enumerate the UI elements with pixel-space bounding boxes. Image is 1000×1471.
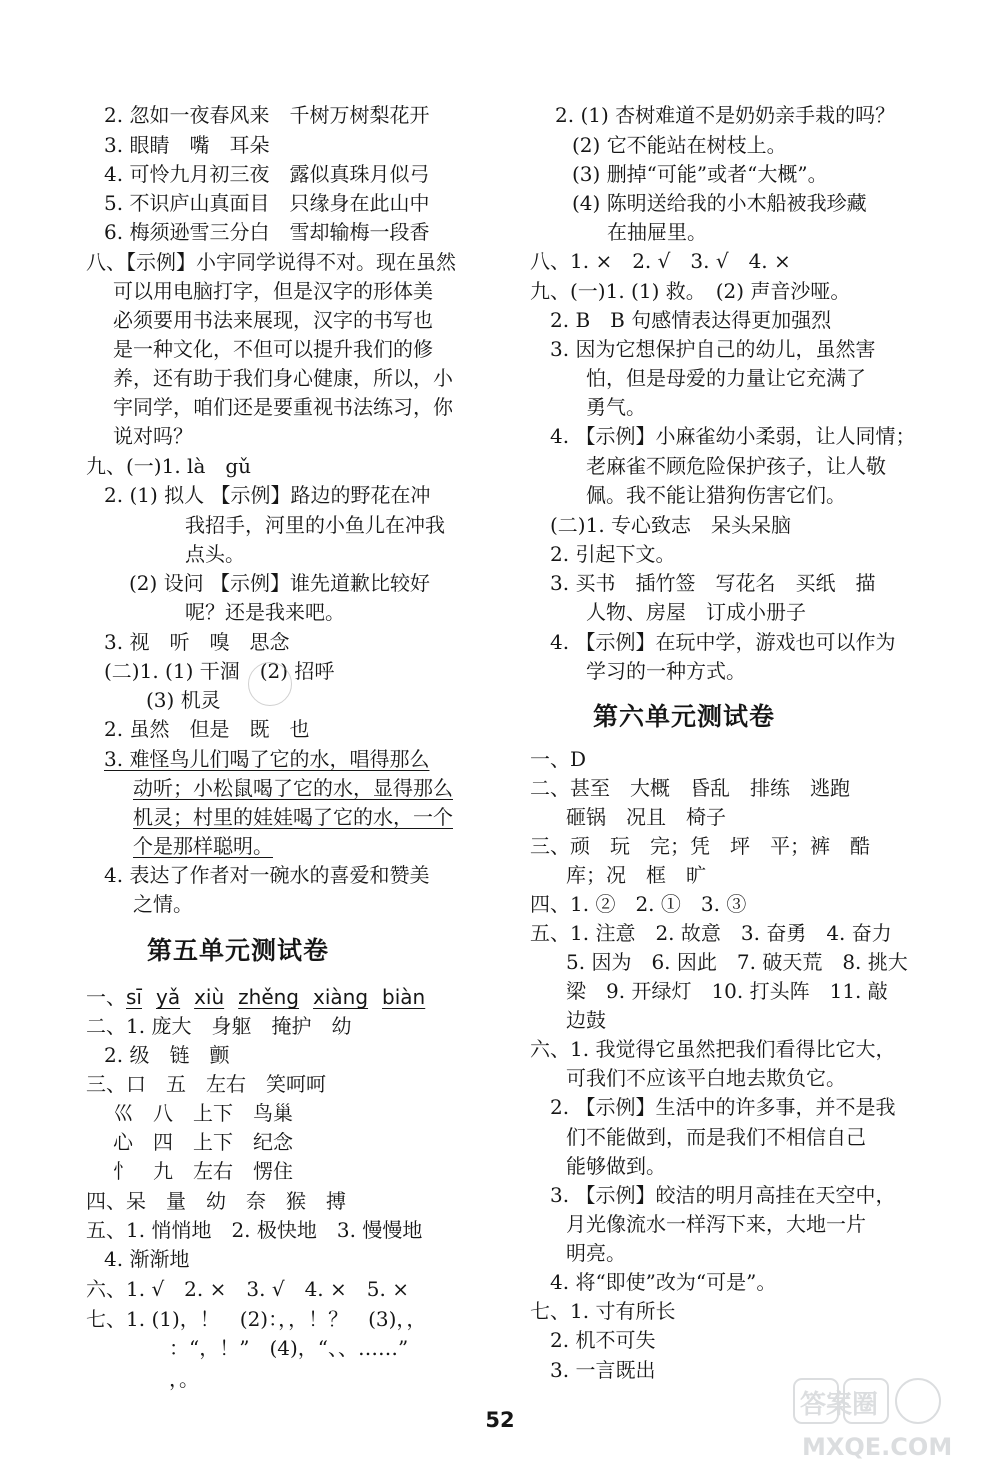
left-answer-line: 3. 难怪鸟儿们喝了它的水，唱得那么 <box>104 747 430 771</box>
left-answer-line: (2) 设问 【示例】谁先道歉比较好 <box>129 571 431 595</box>
left-answer-line: 八、【示例】小宇同学说得不对。现在虽然 <box>86 250 456 274</box>
left-answer-line: 忄 九 左右 愣住 <box>113 1159 293 1183</box>
right-answer-line: (4) 陈明送给我的小木船被我珍藏 <box>572 191 867 215</box>
right-answer-line: 3. 【示例】皎洁的明月高挂在天空中， <box>550 1183 896 1207</box>
left-answer-line: 机灵；村里的娃娃喝了它的水，一个 <box>133 805 453 829</box>
pinyin-answer: xiù <box>194 985 225 1009</box>
left-answer-line: 3. 眼睛 嘴 耳朵 <box>104 133 270 157</box>
left-answer-line: 巛 八 上下 鸟巢 <box>113 1101 293 1125</box>
right-answer-line: (2) 它不能站在树枝上。 <box>572 133 787 157</box>
pinyin-answer-row: 一、sī yǎ xiù zhěng xiàng biàn <box>86 985 426 1009</box>
right-answer-line: 九、(一)1. (1) 救。 (2) 声音沙哑。 <box>530 279 851 303</box>
left-answer-line: 4. 渐渐地 <box>104 1247 190 1271</box>
left-answer-line: 点头。 <box>185 542 245 566</box>
right-answer-line: 砸锅 况且 椅子 <box>566 805 726 829</box>
left-answer-line: 之情。 <box>133 892 193 916</box>
pinyin-answer: xiàng <box>313 985 369 1009</box>
right-answer-line: 怕，但是母爱的力量让它充满了 <box>586 366 866 390</box>
right-answer-line: 4. 【示例】在玩中学，游戏也可以作为 <box>550 630 896 654</box>
right-answer-line: 在抽屉里。 <box>607 220 707 244</box>
right-answer-line: 佩。我不能让猎狗伤害它们。 <box>586 483 846 507</box>
left-answer-line: 4. 可怜九月初三夜 露似真珠月似弓 <box>104 162 430 186</box>
right-answer-line: (二)1. 专心致志 呆头呆脑 <box>550 513 792 537</box>
right-answer-line: 三、顽 玩 完；凭 坪 平；裤 酷 <box>530 834 870 858</box>
left-section-heading: 第五单元测试卷 <box>147 936 330 965</box>
right-answer-line: 3. 买书 插竹签 写花名 买纸 描 <box>550 571 876 595</box>
left-answer-line: 4. 表达了作者对一碗水的喜爱和赞美 <box>104 863 430 887</box>
left-answer-line: 六、1. √ 2. × 3. √ 4. × 5. × <box>86 1277 409 1301</box>
left-answer-line: 二、1. 庞大 身躯 掩护 幼 <box>86 1014 352 1038</box>
left-answer-line: 三、口 五 左右 笑呵呵 <box>86 1072 326 1096</box>
watermark-logo <box>792 1375 992 1465</box>
left-answer-line: 可以用电脑打字，但是汉字的形体美 <box>113 279 433 303</box>
right-answer-line: 能够做到。 <box>566 1154 666 1178</box>
right-answer-line: 们不能做到，而是我们不相信自己 <box>566 1125 866 1149</box>
left-answer-line: 2. (1) 拟人 【示例】路边的野花在冲 <box>104 483 431 507</box>
right-answer-line: 3. 因为它想保护自己的幼儿，虽然害 <box>550 337 876 361</box>
right-answer-line: 边鼓 <box>566 1008 606 1032</box>
svg-text:MXQE.COM: MXQE.COM <box>802 1433 953 1461</box>
right-answer-line: 梁 9. 开绿灯 10. 打头阵 11. 敲 <box>566 979 888 1003</box>
right-answer-line: 2. 引起下文。 <box>550 542 676 566</box>
right-answer-line: 库；况 框 旷 <box>566 863 706 887</box>
right-answer-line: 2. 机不可失 <box>550 1328 656 1352</box>
left-answer-line: 我招手，河里的小鱼儿在冲我 <box>185 513 445 537</box>
left-answer-line: ，。 <box>169 1367 199 1391</box>
right-answer-line: 六、1. 我觉得它虽然把我们看得比它大， <box>530 1037 896 1061</box>
left-answer-line: (二)1. (1) 干涸 (2) 招呼 <box>104 659 335 683</box>
left-answer-line: ：“，！” (4)，“、、……” <box>169 1336 409 1360</box>
left-answer-line: 2. 虽然 但是 既 也 <box>104 717 310 741</box>
left-answer-line: 2. 级 链 颤 <box>104 1043 230 1067</box>
right-answer-line: 八、1. × 2. √ 3. √ 4. × <box>530 249 791 273</box>
left-answer-line: 6. 梅须逊雪三分白 雪却输梅一段香 <box>104 220 430 244</box>
left-answer-line: 宇同学，咱们还是要重视书法练习，你 <box>113 395 453 419</box>
left-answer-line: 动听；小松鼠喝了它的水，显得那么 <box>133 776 453 800</box>
right-answer-line: 一、D <box>530 747 587 771</box>
faint-stamp-mark <box>248 662 292 706</box>
left-answer-line: 心 四 上下 纪念 <box>113 1130 293 1154</box>
left-answer-line: 五、1. 悄悄地 2. 极快地 3. 慢慢地 <box>86 1218 423 1242</box>
right-answer-line: 五、1. 注意 2. 故意 3. 奋勇 4. 奋力 <box>530 921 892 945</box>
right-answer-line: 勇气。 <box>586 395 646 419</box>
left-answer-line: 3. 视 听 嗅 思念 <box>104 630 290 654</box>
pinyin-answer: biàn <box>382 985 426 1009</box>
svg-text:答案圈: 答案圈 <box>800 1390 879 1420</box>
left-answer-line: 必须要用书法来展现，汉字的书写也 <box>113 308 433 332</box>
right-answer-line: 四、1. ② 2. ① 3. ③ <box>530 892 747 916</box>
pinyin-answer: yǎ <box>155 985 181 1009</box>
left-answer-line: 个是那样聪明。 <box>133 834 273 858</box>
right-answer-line: 2. 【示例】生活中的许多事，并不是我 <box>550 1095 896 1119</box>
right-answer-line: 二、甚至 大概 昏乱 排练 逃跑 <box>530 776 850 800</box>
left-answer-line: (3) 机灵 <box>146 688 221 712</box>
left-answer-line: 呢？还是我来吧。 <box>185 600 345 624</box>
right-section-heading: 第六单元测试卷 <box>593 702 776 731</box>
right-answer-line: 老麻雀不顾危险保护孩子，让人敬 <box>586 454 886 478</box>
left-answer-line: 九、(一)1. là gǔ <box>86 454 252 478</box>
right-answer-line: 4. 将“即使”改为“可是”。 <box>550 1270 777 1294</box>
right-answer-line: 月光像流水一样泻下来，大地一片 <box>566 1212 866 1236</box>
left-answer-line: 2. 忽如一夜春风来 千树万树梨花开 <box>104 103 430 127</box>
right-answer-line: 明亮。 <box>566 1241 626 1265</box>
right-answer-line: 4. 【示例】小麻雀幼小柔弱，让人同情； <box>550 424 916 448</box>
right-answer-line: 人物、房屋 订成小册子 <box>586 600 806 624</box>
left-answer-line: 养，还有助于我们身心健康，所以，小 <box>113 366 453 390</box>
left-answer-line: 说对吗？ <box>113 424 193 448</box>
pinyin-answer: sī <box>126 985 142 1009</box>
left-answer-line: 是一种文化，不但可以提升我们的修 <box>113 337 433 361</box>
page-number: 52 <box>485 1408 515 1432</box>
right-answer-line: 2. B B 句感情表达得更加强烈 <box>550 308 832 332</box>
right-answer-line: 七、1. 寸有所长 <box>530 1299 676 1323</box>
right-answer-line: 可我们不应该平白地去欺负它。 <box>566 1066 846 1090</box>
left-answer-line: 四、呆 量 幼 奈 猴 搏 <box>86 1189 346 1213</box>
right-answer-line: 学习的一种方式。 <box>586 659 746 683</box>
left-answer-line: 七、1. (1)，！ (2)：，，！？ (3)，， <box>86 1307 427 1331</box>
pinyin-answer: zhěng <box>238 985 300 1009</box>
right-answer-line: 3. 一言既出 <box>550 1358 656 1382</box>
right-answer-line: 5. 因为 6. 因此 7. 破天荒 8. 挑大 <box>566 950 908 974</box>
right-answer-line: 2. (1) 杏树难道不是奶奶亲手栽的吗？ <box>555 103 896 127</box>
right-answer-line: (3) 删掉“可能”或者“大概”。 <box>572 162 828 186</box>
left-answer-line: 5. 不识庐山真面目 只缘身在此山中 <box>104 191 430 215</box>
